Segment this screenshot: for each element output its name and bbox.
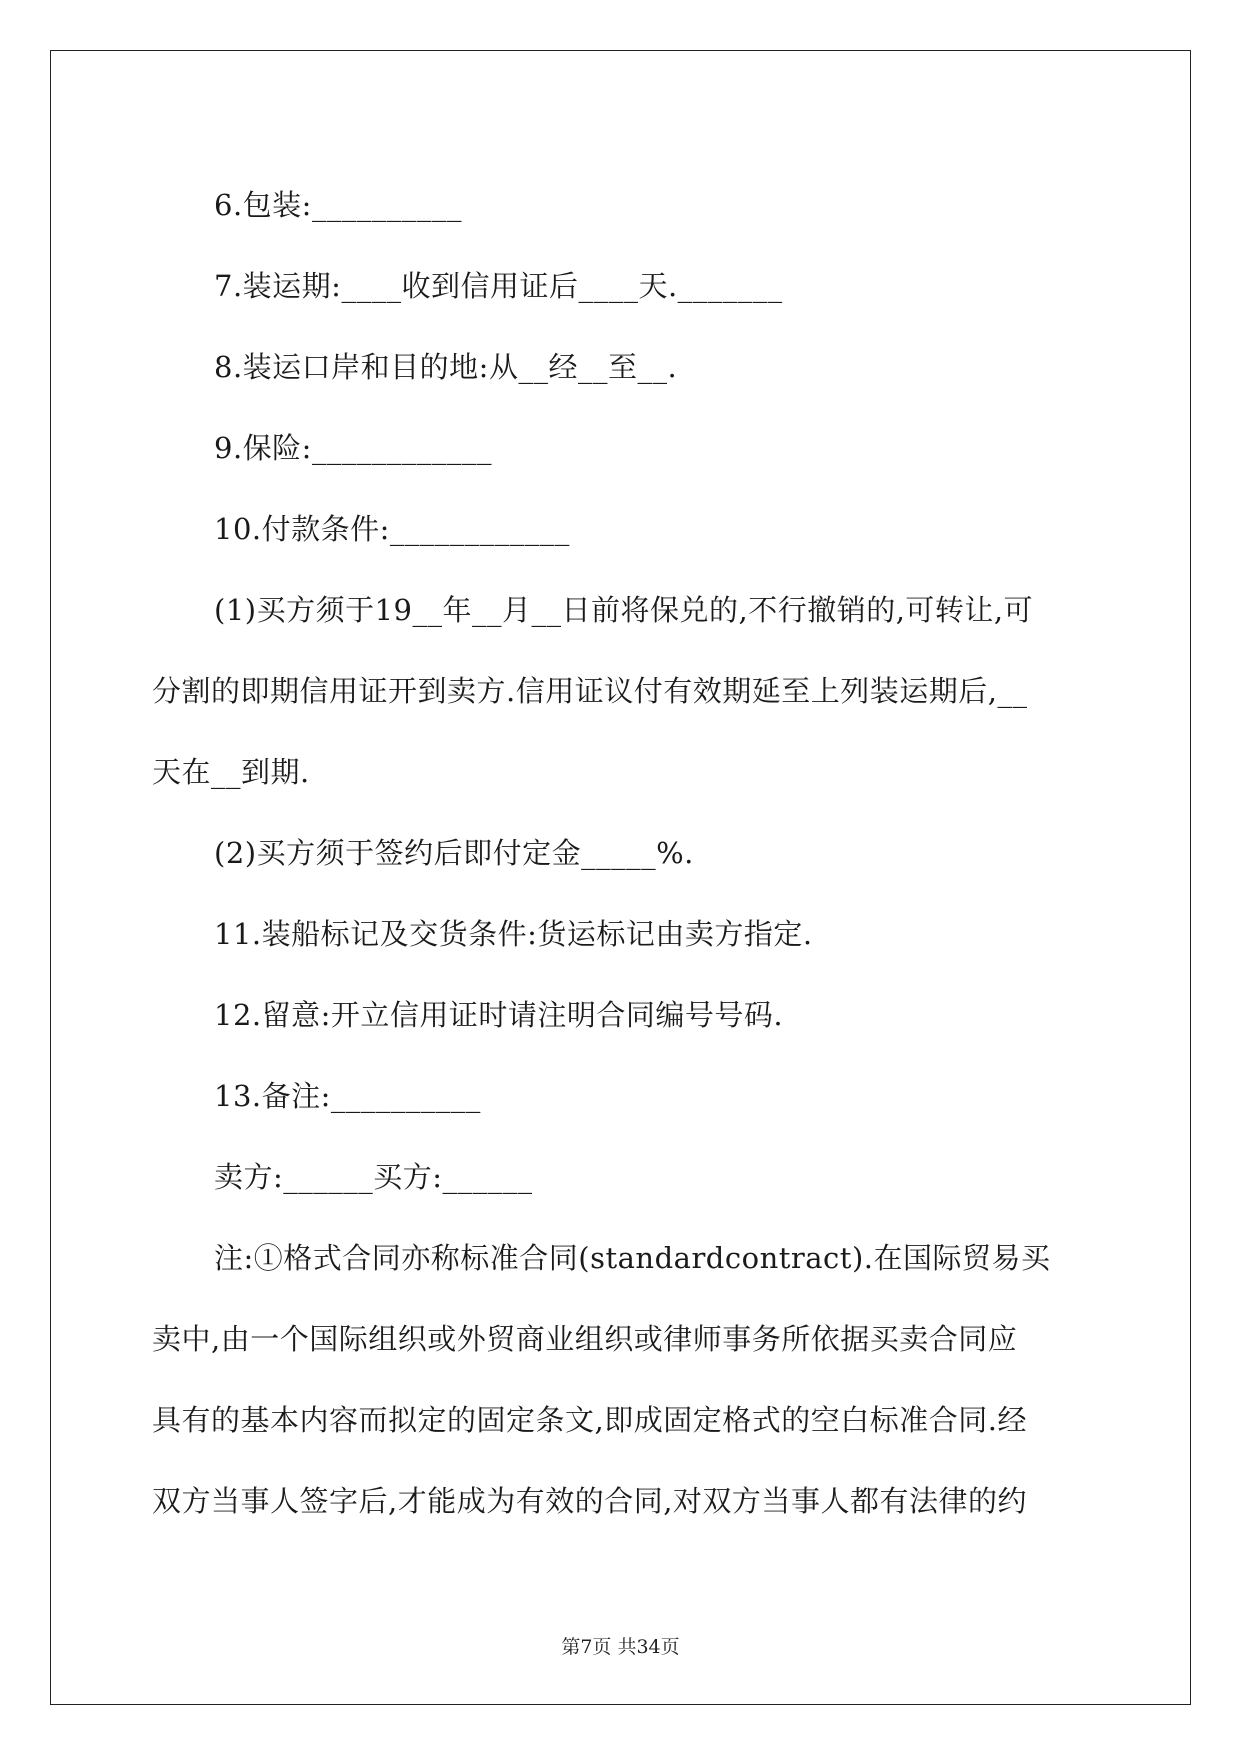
clause-9-insurance: 9.保险:____________ (214, 431, 492, 465)
payment-term-1-line-2: 分割的即期信用证开到卖方.信用证议付有效期延至上列装运期后,__ (152, 674, 1028, 708)
clause-7-shipment-period: 7.装运期:____收到信用证后____天._______ (214, 269, 783, 303)
payment-term-2: (2)买方须于签约后即付定金_____%. (214, 836, 694, 870)
note-line-3: 具有的基本内容而拟定的固定条文,即成固定格式的空白标准合同.经 (152, 1403, 1027, 1437)
clause-10-payment-terms: 10.付款条件:____________ (214, 512, 570, 546)
payment-term-1-line-1: (1)买方须于19__年__月__日前将保兑的,不行撤销的,可转让,可 (214, 593, 1034, 627)
page-number: 第7页 共34页 (561, 1636, 680, 1658)
note-line-2: 卖中,由一个国际组织或外贸商业组织或律师事务所依据买卖合同应 (152, 1322, 1018, 1356)
clause-12-attention: 12.留意:开立信用证时请注明合同编号号码. (214, 998, 784, 1032)
signature-seller-buyer: 卖方:______买方:______ (214, 1160, 533, 1194)
clause-11-shipping-marks: 11.装船标记及交货条件:货运标记由卖方指定. (214, 917, 813, 951)
payment-term-1-line-3: 天在__到期. (152, 755, 310, 789)
document-body (152, 165, 1092, 1542)
note-line-1: 注:①格式合同亦称标准合同(standardcontract).在国际贸易买 (214, 1241, 1051, 1275)
clause-6-packing: 6.包装:__________ (214, 188, 462, 222)
clause-13-remarks: 13.备注:__________ (214, 1079, 481, 1113)
note-line-4: 双方当事人签字后,才能成为有效的合同,对双方当事人都有法律的约 (152, 1484, 1027, 1518)
clause-8-port-destination: 8.装运口岸和目的地:从__经__至__. (214, 350, 678, 384)
